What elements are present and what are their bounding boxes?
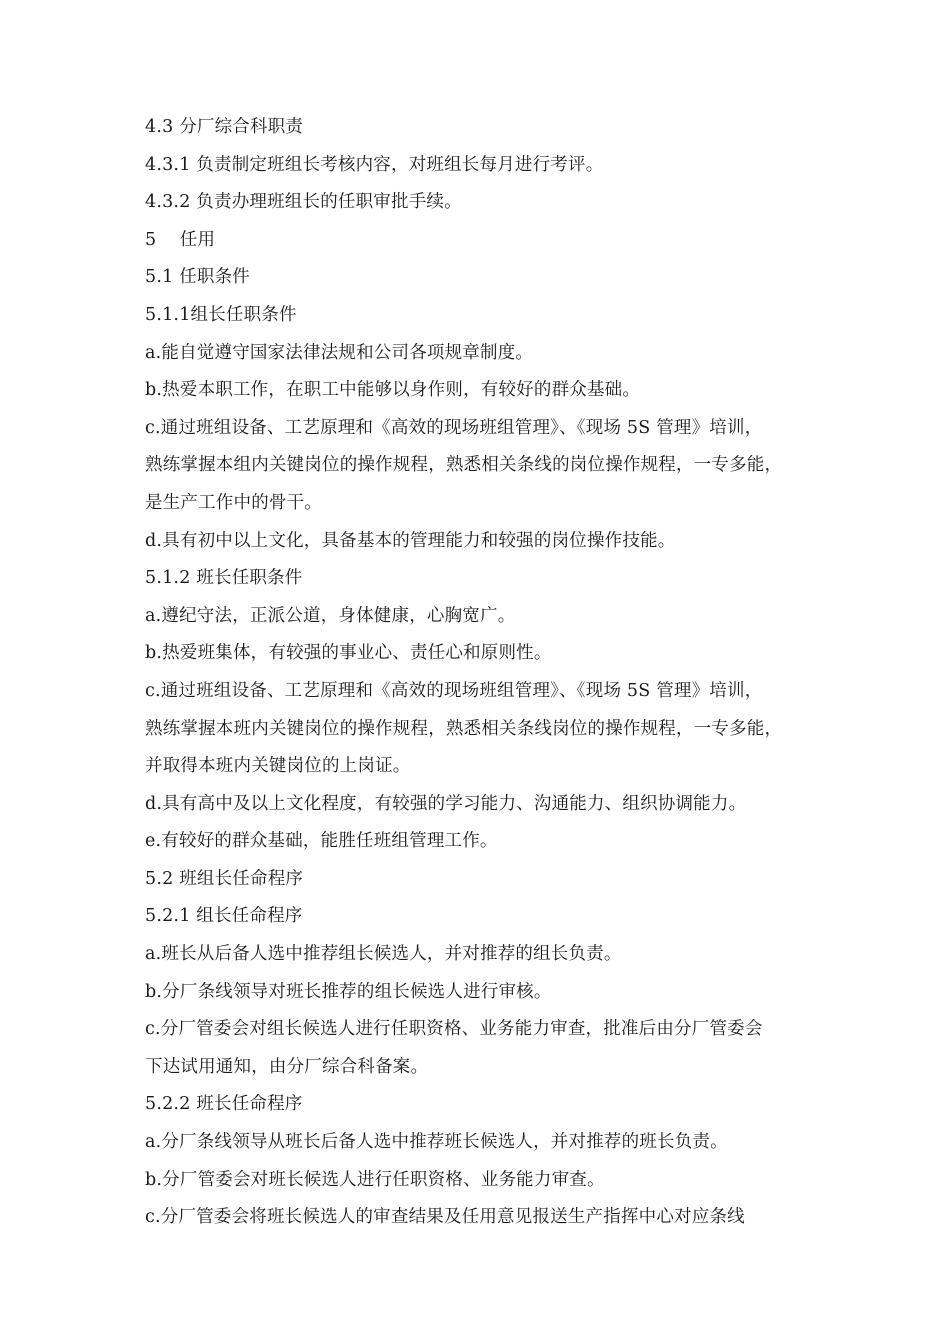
list-item-5-2-1-c-line-1: c.分厂管委会对组长候选人进行任职资格、业务能力审查，批准后由分厂管委会 [145, 1019, 763, 1040]
list-item-5-2-2-c-line-1: c.分厂管委会将班长候选人的审查结果及任用意见报送生产指挥中心对应条线 [145, 1207, 745, 1228]
section-heading-5-2-1: 5.2.1 组长任命程序 [145, 906, 303, 927]
list-item-5-2-2-a: a.分厂条线领导从班长后备人选中推荐班长候选人，并对推荐的班长负责。 [145, 1132, 728, 1153]
section-heading-5-2: 5.2 班组长任命程序 [145, 868, 304, 889]
list-item-5-1-1-c-line-3: 是生产工作中的骨干。 [145, 492, 322, 513]
list-item-5-1-2-d: d.具有高中及以上文化程度，有较强的学习能力、沟通能力、组织协调能力。 [145, 793, 747, 814]
list-item-5-1-2-b: b.热爱班集体，有较强的事业心、责任心和原则性。 [145, 643, 552, 664]
paragraph-4-3-2: 4.3.2 负责办理班组长的任职审批手续。 [145, 192, 462, 213]
section-heading-5-1-1: 5.1.1组长任职条件 [145, 304, 297, 325]
list-item-5-1-2-e: e.有较好的群众基础，能胜任班组管理工作。 [145, 831, 498, 852]
section-heading-4-3: 4.3 分厂综合科职责 [145, 117, 304, 137]
section-heading-5-1: 5.1 任职条件 [145, 267, 250, 288]
list-item-5-1-2-c-line-3: 并取得本班内关键岗位的上岗证。 [145, 756, 411, 777]
list-item-5-2-2-b: b.分厂管委会对班长候选人进行任职资格、业务能力审查。 [145, 1169, 605, 1190]
list-item-5-2-1-b: b.分厂条线领导对班长推荐的组长候选人进行审核。 [145, 981, 552, 1002]
list-item-5-1-2-a: a.遵纪守法，正派公道，身体健康，心胸宽广。 [145, 605, 516, 626]
list-item-5-2-1-a: a.班长从后备人选中推荐组长候选人，并对推荐的组长负责。 [145, 944, 622, 965]
list-item-5-1-2-c-line-2: 熟练掌握本班内关键岗位的操作规程，熟悉相关条线岗位的操作规程，一专多能， [145, 718, 783, 739]
list-item-5-2-1-c-line-2: 下达试用通知，由分厂综合科备案。 [145, 1056, 429, 1077]
paragraph-4-3-1: 4.3.1 负责制定班组长考核内容，对班组长每月进行考评。 [145, 154, 604, 175]
list-item-5-1-1-a: a.能自觉遵守国家法律法规和公司各项规章制度。 [145, 342, 534, 363]
list-item-5-1-1-c-line-2: 熟练掌握本组内关键岗位的操作规程，熟悉相关条线的岗位操作规程，一专多能， [145, 455, 783, 476]
list-item-5-1-1-b: b.热爱本职工作，在职工中能够以身作则，有较好的群众基础。 [145, 380, 641, 401]
list-item-5-1-1-d: d.具有初中以上文化，具备基本的管理能力和较强的岗位操作技能。 [145, 530, 676, 551]
section-heading-5-2-2: 5.2.2 班长任命程序 [145, 1094, 303, 1115]
document-body [145, 109, 815, 1237]
list-item-5-1-2-c-line-1: c.通过班组设备、工艺原理和《高效的现场班组管理》、《现场 5S 管理》培训， [145, 680, 763, 701]
section-heading-5: 5 任用 [145, 229, 216, 250]
section-heading-5-1-2: 5.1.2 班长任职条件 [145, 568, 303, 589]
list-item-5-1-1-c-line-1: c.通过班组设备、工艺原理和《高效的现场班组管理》、《现场 5S 管理》培训， [145, 417, 763, 438]
